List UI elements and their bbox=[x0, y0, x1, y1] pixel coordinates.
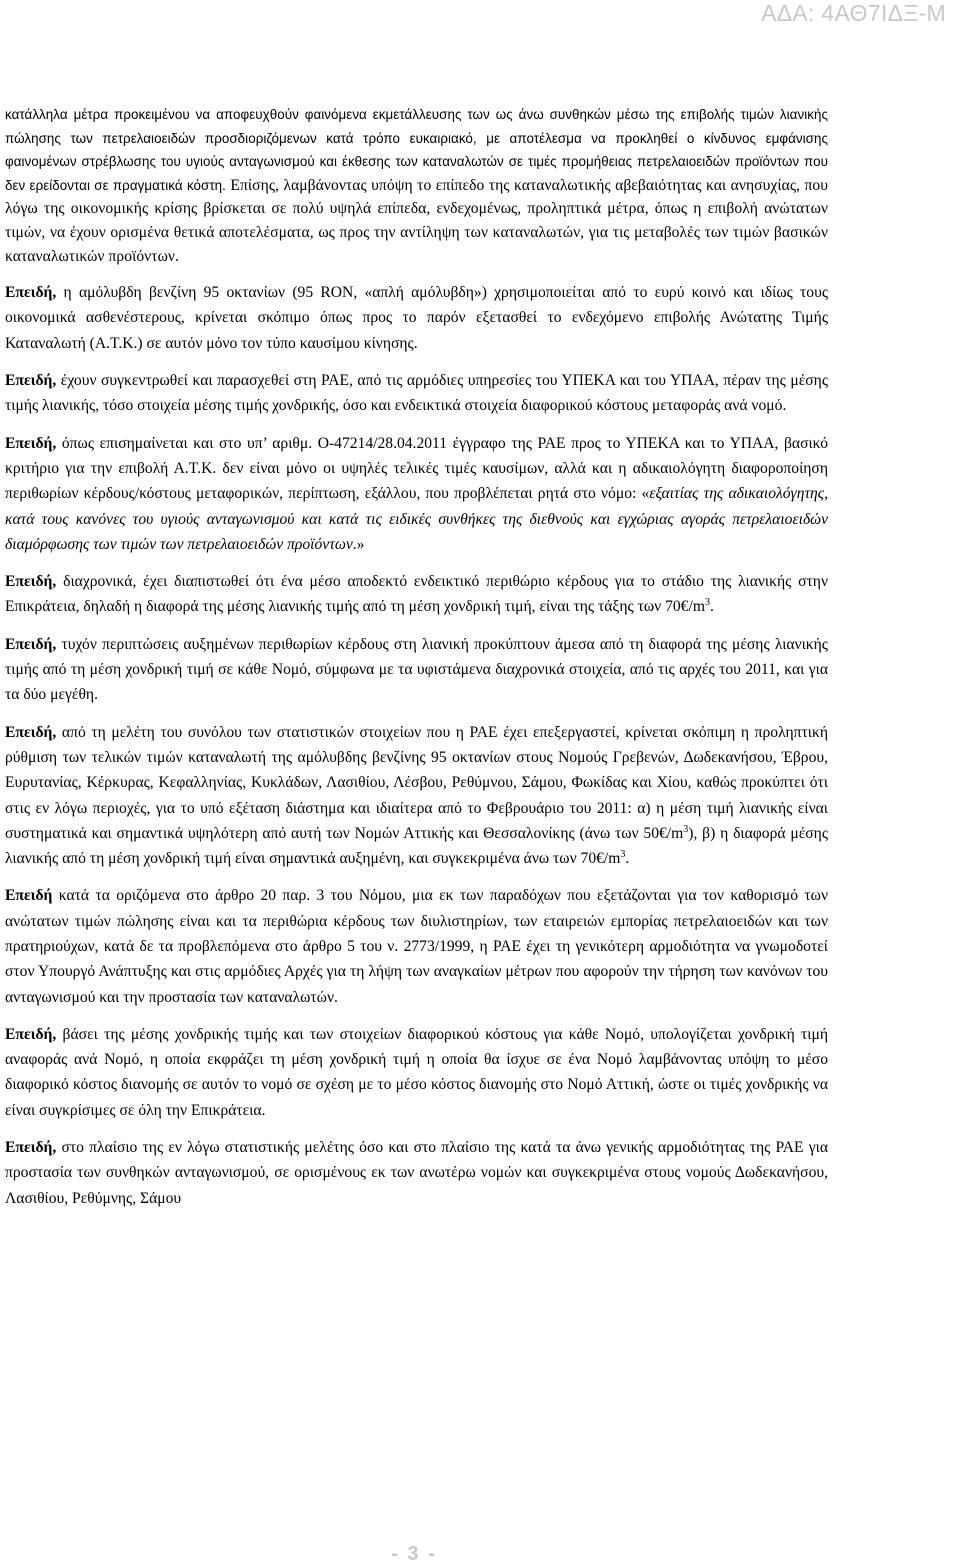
paragraph-text: κατά τα οριζόμενα στο άρθρο 20 παρ. 3 του Νόμου, μια εκ των παραδόχων που εξετάζονται για τον καθορισμό των ανώτατων τιμών πώλησης είναι και τα περιθώρια κέρδους των διυλιστηρίων, των εταιρειών εμπορίας πετρελαιοειδών και των πρατηριούχων, κατά δε τα προβλεπόμενα στο άρθρο 5 του ν. 2773/1999, η ΡΑΕ έχει τη γενικότερη αρμοδιότητα να γνωμοδοτεί στον Υπουργό Ανάπτυξης και στις αρμόδιες Αρχές για τη λήψη των αναγκαίων μέτρων που αφορούν την τήρηση των κανόνων του ανταγωνισμού και την προστασία των καταναλωτών. bbox=[5, 887, 828, 1006]
paragraph-3 bbox=[5, 368, 828, 419]
paragraph-lead: Επειδή bbox=[5, 887, 53, 905]
paragraph-6 bbox=[5, 632, 828, 708]
paragraph-lead: Επειδή, bbox=[5, 723, 57, 741]
paragraph-text: έχουν συγκεντρωθεί και παρασχεθεί στη ΡΑΕ, από τις αρμόδιες υπηρεσίες του ΥΠΕΚΑ και του ΥΠΑΑ, πέραν της μέσης τιμής λιανικής, τόσο στοιχεία μέσης τιμής χονδρικής, όσο και ενδεικτικά στοιχεία διαφορικού κόστους μεταφοράς ανά νομό. bbox=[5, 372, 828, 415]
paragraph-1-text-b: Επίσης, λαμβάνοντας υπόψη το επίπεδο της καταναλωτικής αβεβαιότητας και ανησυχίας, που λόγω της οικονομικής κρίσης βρίσκεται σε πολύ υψηλά επίπεδα, ενδεχομένως, προληπτικά μέτρα, όπως η επιβολή ανώτατων τιμών, να έχουν ορισμένα θετικά αποτελέσματα, ως προς την αντίληψη των καταναλωτών, για τις μεταβολές των τιμών βασικών καταναλωτικών προϊόντων. bbox=[5, 176, 828, 265]
ada-code: ΑΔΑ: 4ΑΘ7ΙΔΞ-Μ bbox=[761, 0, 946, 26]
page-number: - 3 - bbox=[391, 1543, 437, 1565]
paragraph-9 bbox=[5, 1022, 828, 1123]
paragraph-lead: Επειδή, bbox=[5, 284, 57, 302]
paragraph-text: όπως επισημαίνεται και στο υπ’ αριθμ. Ο-47214/28.04.2011 έγγραφο της ΡΑΕ προς το ΥΠΕΚΑ και το ΥΠΑΑ, βασικό κριτήριο για την επιβολή Α.Τ.Κ. δεν είναι μόνο οι υψηλές τελικές τιμές καυσίμων, αλλά και η αδικαιολόγητη διαφοροποίηση περιθωρίων κέρδους/κόστους μεταφορικών, περίπτωση, εξάλλου, που προβλέπεται ρητά στο νόμο: « bbox=[5, 434, 828, 503]
paragraph-2 bbox=[5, 280, 828, 356]
paragraph-lead: Επειδή, bbox=[5, 372, 57, 390]
paragraph-lead: Επειδή, bbox=[5, 635, 57, 653]
paragraph-end: . bbox=[709, 598, 714, 616]
paragraph-text: τυχόν περιπτώσεις αυξημένων περιθωρίων κέρδους στη λιανική προκύπτουν άμεσα από τη διαφορά της μέσης λιανικής τιμής από τη μέση χονδρική τιμή σε κάθε Νομό, σύμφωνα με τα υφιστάμενα διαχρονικά στοιχεία, από τις αρχές του 2011, και για τα δύο μεγέθη. bbox=[5, 635, 828, 704]
paragraph-end: . bbox=[625, 850, 630, 868]
paragraph-8 bbox=[5, 883, 828, 1009]
paragraph-lead: Επειδή, bbox=[5, 573, 57, 591]
paragraph-5 bbox=[5, 569, 828, 620]
superscript: 3 bbox=[704, 597, 710, 609]
paragraph-lead: Επειδή, bbox=[5, 1139, 57, 1157]
quote-close: .» bbox=[352, 535, 365, 553]
paragraph-lead: Επειδή, bbox=[5, 434, 57, 452]
paragraph-lead: Επειδή, bbox=[5, 1025, 57, 1043]
paragraph-1 bbox=[5, 103, 828, 268]
paragraph-text-mid: ), β) η διαφορά μέσης λιανικής από τη μέση χονδρική τιμή είναι σημαντικά αυξημένη, και συγκεκριμένα άνω των 70€/m bbox=[5, 824, 829, 868]
paragraph-text: από τη μελέτη του συνόλου των στατιστικών στοιχείων που η ΡΑΕ έχει επεξεργαστεί, κρίνεται σκόπιμη η προληπτική ρύθμιση των τελικών τιμών καταναλωτή της αμόλυβδης βενζίνης 95 οκτανίων στους Νομούς Γρεβενών, Δωδεκανήσου, Έβρου, Ευρυτανίας, Κέρκυρας, Κεφαλληνίας, Κυκλάδων, Λασιθίου, Λέσβου, Ρεθύμνου, Σάμου, Φωκίδας και Χίου, καθώς προκύπτει ότι στις εν λόγω περιοχές, για το υπό εξέταση διάστημα και ιδιαίτερα από το Φεβρουάριο του 2011: α) η μέση τιμή λιανικής είναι συστηματικά και σημαντικά υψηλότερη από αυτή των Νομών Αττικής και Θεσσαλονίκης (άνω των 50€/m bbox=[5, 723, 828, 842]
document-body bbox=[5, 103, 828, 1223]
paragraph-1-text-a: κατάλληλα μέτρα προκειμένου να αποφευχθούν φαινόμενα εκμετάλλευσης των ως άνω συνθηκών μέσω της επιβολής τιμών λιανικής πώλησης των πετρελαιοειδών προσδιοριζόμενων κατά τρόπο ευκαιριακό, με αποτέλεσμα να προκληθεί ο κίνδυνος εμφάνισης φαινομένων στρέβλωσης του υγιούς ανταγωνισμού και έκθεσης των καταναλωτών σε τιμές προμήθειας πετρελαιοειδών προϊόντων που δεν ερείδονται σε πραγματικά κόστη. bbox=[5, 107, 828, 193]
superscript: 3 bbox=[620, 849, 626, 861]
paragraph-4 bbox=[5, 431, 828, 557]
paragraph-text: διαχρονικά, έχει διαπιστωθεί ότι ένα μέσο αποδεκτό ενδεικτικό περιθώριο κέρδους για το στάδιο της λιανικής στην Επικράτεια, δηλαδή η διαφορά της μέσης λιανικής τιμής από τη μέση χονδρική τιμή, είναι της τάξης των 70€/m bbox=[5, 573, 828, 616]
superscript: 3 bbox=[683, 823, 689, 835]
paragraph-10 bbox=[5, 1135, 828, 1211]
paragraph-text: στο πλαίσιο της εν λόγω στατιστικής μελέτης όσο και στο πλαίσιο της κατά τα άνω γενικής αρμοδιότητας της ΡΑΕ για προστασία των συνθηκών ανταγωνισμού, σε ορισμένους εκ των ανωτέρω νομών και συγκεκριμένα στους νομούς Δωδεκανήσου, Λασιθίου, Ρεθύμνης, Σάμου bbox=[5, 1139, 828, 1207]
paragraph-text: η αμόλυβδη βενζίνη 95 οκτανίων (95 RON, «απλή αμόλυβδη») χρησιμοποιείται από το ευρύ κοινό και ιδίως τους οικονομικά ασθενέστερους, κρίνεται σκόπιμο όπως προς το παρόν εξετασθεί το ενδεχόμενο επιβολής Ανώτατης Τιμής Καταναλωτή (Α.Τ.Κ.) σε αυτόν μόνο τον τύπο καυσίμου κίνησης. bbox=[5, 284, 828, 352]
paragraph-text: βάσει της μέσης χονδρικής τιμής και των στοιχείων διαφορικού κόστους για κάθε Νομό, υπολογίζεται χονδρική τιμή αναφοράς ανά Νομό, η οποία εκφράζει τη μέση χονδρική τιμή η οποία θα ίσχυε σε ένα Νομό λαμβάνοντας υπόψη το μέσο διαφορικό κόστος διανομής σε αυτόν το νομό σε σχέση με το μέσο κόστος διανομής στο Νομό Αττική, ώστε οι τιμές χονδρικής να είναι συγκρίσιμες σε όλη την Επικράτεια. bbox=[5, 1025, 828, 1119]
paragraph-7 bbox=[5, 720, 828, 872]
law-quote: εξαιτίας της αδικαιολόγητης, κατά τους κανόνες του υγιούς ανταγωνισμού και κατά τις ειδικές συνθήκες της διεθνούς και εγχώριας αγοράς πετρελαιοειδών διαμόρφωσης των τιμών των πετρελαιοειδών προϊόντων bbox=[5, 485, 828, 553]
